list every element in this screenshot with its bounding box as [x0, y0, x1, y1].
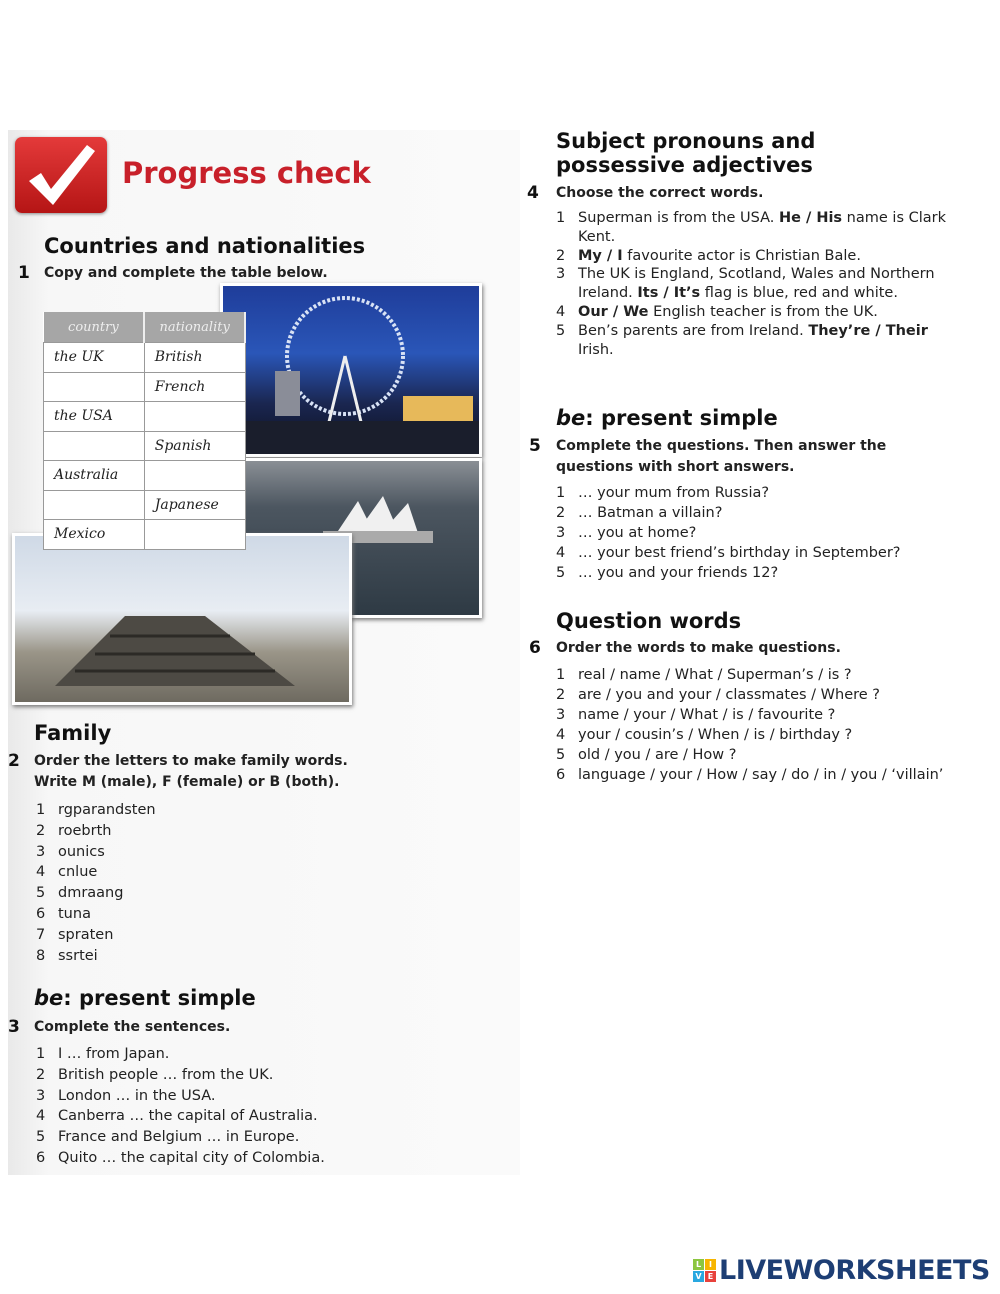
item-text: cnlue: [58, 864, 98, 881]
list-item: [36, 1065, 325, 1086]
table-cell: Mexico: [44, 520, 145, 550]
list-item: [556, 725, 943, 745]
exercise-instruction: Choose the correct words.: [556, 185, 764, 201]
item-text: [578, 265, 956, 303]
item-text: name / your / What / is / favourite ?: [578, 707, 836, 723]
list-item: [36, 862, 156, 883]
list-item: [36, 1148, 325, 1169]
choice-options: Its / It’s: [637, 285, 701, 302]
item-number: 4: [36, 1108, 46, 1125]
item-number: 3: [36, 843, 46, 860]
table-row: [44, 402, 246, 432]
list-item: [36, 883, 156, 904]
page-title: Progress check: [122, 156, 371, 190]
list-item: [556, 303, 956, 322]
table-row: [44, 461, 246, 491]
heading-em: be: [556, 406, 586, 430]
item-text: old / you / are / How ?: [578, 747, 737, 763]
item-text: … your best friend’s birthday in September?: [578, 545, 901, 561]
question-words-list: [556, 665, 943, 785]
table-cell: Japanese: [144, 490, 245, 520]
list-item: [556, 247, 956, 266]
list-item: [556, 523, 901, 543]
item-text: spraten: [58, 926, 114, 943]
item-number: 1: [36, 1046, 46, 1062]
item-number: 3: [36, 1087, 46, 1104]
item-number: 4: [556, 727, 566, 743]
liveworksheets-logo: [693, 1255, 990, 1286]
table-row: [44, 490, 246, 520]
list-item: [36, 925, 156, 946]
exercise-number: 5: [529, 436, 541, 456]
item-number: 6: [36, 1149, 46, 1166]
exercise-number: 3: [8, 1017, 20, 1037]
item-text: ounics: [58, 843, 105, 860]
exercise-number: 2: [8, 751, 20, 771]
table-row: [44, 343, 246, 373]
table-cell: [144, 520, 245, 550]
item-text: … your mum from Russia?: [578, 485, 770, 501]
choice-options: My / I: [578, 247, 623, 264]
live-tile: I: [705, 1259, 716, 1270]
countries-table: [43, 312, 246, 550]
table-cell: Australia: [44, 461, 145, 491]
choice-options: He / His: [778, 210, 843, 226]
item-text: your / cousin’s / When / is / birthday ?: [578, 727, 853, 743]
exercise-instruction: Complete the questions. Then answer the questions with short answers.: [556, 438, 887, 475]
item-text: [578, 209, 956, 247]
list-item: [36, 904, 156, 925]
item-text-part: Irish.: [578, 341, 614, 358]
list-item: [36, 1127, 325, 1148]
list-item: [556, 665, 943, 685]
item-text: London … in the USA.: [58, 1087, 216, 1104]
table-cell: [44, 490, 145, 520]
list-item: [36, 1106, 325, 1127]
item-text: British people … from the UK.: [58, 1066, 274, 1083]
table-cell: the UK: [44, 343, 145, 373]
list-item: [556, 563, 901, 583]
item-number: 2: [36, 1066, 46, 1083]
table-cell: British: [144, 343, 245, 373]
item-text: language / your / How / say / do / in / you / ‘villain’: [578, 767, 944, 783]
list-item: [556, 503, 901, 523]
item-text: [578, 322, 956, 360]
item-number: 6: [556, 767, 566, 783]
exercise-number: 4: [527, 183, 539, 203]
item-text: real / name / What / Superman’s / is ?: [578, 667, 852, 683]
item-text: [578, 303, 878, 322]
table-cell: [144, 461, 245, 491]
item-number: 1: [556, 667, 566, 683]
list-item: [556, 265, 956, 303]
item-text: roebrth: [58, 822, 112, 839]
checkmark-logo-icon: [15, 137, 107, 213]
item-number: 5: [556, 747, 566, 763]
table-cell: Spanish: [144, 431, 245, 461]
item-number: 2: [556, 687, 566, 703]
table-cell: [44, 372, 145, 402]
item-text: dmraang: [58, 885, 124, 902]
pyramid-photo: [12, 533, 352, 705]
item-text: … you at home?: [578, 525, 697, 541]
item-number: 5: [36, 1129, 46, 1146]
exercise-number: 6: [529, 638, 541, 658]
exercise-instruction: Order the words to make questions.: [556, 640, 841, 656]
london-eye-photo: [220, 283, 482, 457]
item-text-part: flag is blue, red and white.: [700, 285, 898, 302]
section-heading: Family: [34, 721, 112, 745]
item-text: ssrtei: [58, 947, 98, 964]
item-text-part: Superman is from the USA.: [578, 210, 779, 226]
item-text: Canberra … the capital of Australia.: [58, 1108, 318, 1125]
table-header: country: [44, 312, 145, 343]
table-cell: French: [144, 372, 245, 402]
list-item: [36, 800, 156, 821]
table-row: [44, 372, 246, 402]
list-item: [556, 765, 943, 785]
section-heading: Question words: [556, 609, 742, 633]
pronouns-list: [556, 209, 956, 359]
list-item: [556, 322, 956, 360]
live-tile: E: [705, 1271, 716, 1282]
item-number: 3: [556, 707, 566, 723]
item-number: 1: [36, 802, 46, 818]
table-cell: the USA: [44, 402, 145, 432]
list-item: [36, 1086, 325, 1107]
table-row: [44, 520, 246, 550]
item-number: 2: [556, 247, 566, 264]
live-tile: V: [693, 1271, 704, 1282]
section-heading: Subject pronouns and possessive adjectives: [556, 129, 816, 177]
item-number: 5: [36, 885, 46, 902]
heading-rest: : present simple: [63, 986, 256, 1010]
exercise-instruction: Order the letters to make family words. Write M (male), F (female) or B (both).: [34, 753, 348, 790]
table-header: nationality: [144, 312, 245, 343]
item-text: tuna: [58, 905, 91, 922]
item-text: I … from Japan.: [58, 1046, 170, 1062]
item-text: are / you and your / classmates / Where ?: [578, 687, 880, 703]
item-text: Quito … the capital city of Colombia.: [58, 1149, 325, 1166]
list-item: [36, 821, 156, 842]
exercise-number: 1: [18, 263, 30, 283]
table-cell: [144, 402, 245, 432]
list-item: [556, 745, 943, 765]
item-text: … you and your friends 12?: [578, 565, 779, 581]
choice-options: They’re / Their: [808, 322, 928, 339]
item-number: 2: [556, 505, 566, 521]
section-heading: [556, 406, 778, 430]
exercise-instruction: Copy and complete the table below.: [44, 265, 328, 281]
item-text: rgparandsten: [58, 802, 156, 818]
section-heading: [34, 986, 256, 1010]
item-text: France and Belgium … in Europe.: [58, 1129, 300, 1146]
item-text-part: The UK is England, Scotland, Wales and Northern Ireland.: [578, 266, 935, 302]
item-text-part: name is Clark Kent.: [578, 210, 947, 245]
list-item: [36, 842, 156, 863]
table-row: [44, 431, 246, 461]
item-number: 8: [36, 947, 46, 964]
exercise-instruction: Complete the sentences.: [34, 1019, 231, 1035]
item-text: … Batman a villain?: [578, 505, 723, 521]
list-item: [556, 685, 943, 705]
item-number: 7: [36, 926, 46, 943]
item-text-part: Ben’s parents are from Ireland.: [578, 322, 809, 339]
list-item: [556, 705, 943, 725]
list-item: [556, 543, 901, 563]
heading-rest: : present simple: [585, 406, 778, 430]
section-heading: Countries and nationalities: [44, 234, 366, 258]
item-text-part: favourite actor is Christian Bale.: [622, 247, 861, 264]
item-number: 3: [556, 266, 566, 283]
item-number: 3: [556, 525, 566, 541]
item-text: [578, 247, 861, 266]
item-number: 4: [36, 864, 46, 881]
family-words-list: [36, 800, 156, 966]
brand-wordmark: LIVEWORKSHEETS: [719, 1255, 990, 1286]
table-cell: [44, 431, 145, 461]
item-number: 6: [36, 905, 46, 922]
item-text-part: English teacher is from the UK.: [648, 303, 878, 320]
item-number: 5: [556, 565, 566, 581]
item-number: 4: [556, 545, 566, 561]
item-number: 1: [556, 210, 566, 226]
list-item: [36, 1044, 325, 1065]
item-number: 1: [556, 485, 566, 501]
item-number: 5: [556, 322, 566, 339]
live-tile: L: [693, 1259, 704, 1270]
list-item: [36, 946, 156, 967]
list-item: [556, 209, 956, 247]
live-tiles-icon: [693, 1259, 716, 1282]
item-number: 4: [556, 303, 566, 320]
item-number: 2: [36, 822, 46, 839]
list-item: [556, 483, 901, 503]
sentences-list: [36, 1044, 325, 1169]
heading-em: be: [34, 986, 64, 1010]
questions-list: [556, 483, 901, 583]
choice-options: Our / We: [578, 303, 649, 320]
